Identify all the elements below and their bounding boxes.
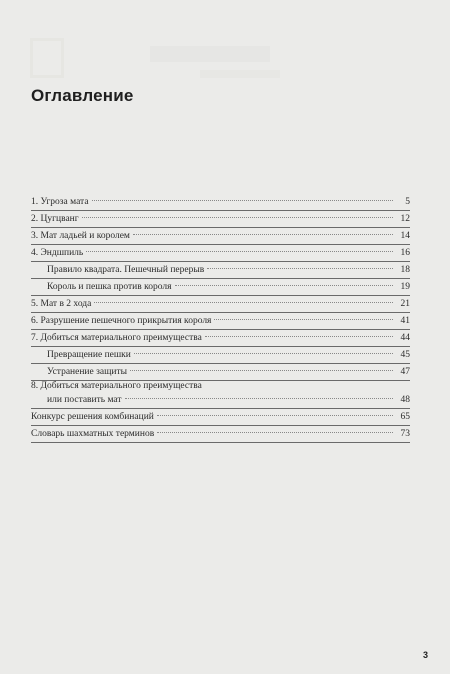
toc-entry-title: Правило квадрата. Пешечный перерыв [47,265,205,275]
dot-leader [82,217,393,218]
toc-entry-title: Превращение пешки [47,350,131,360]
toc-entry-page: 73 [400,429,410,439]
toc-entry [31,228,410,245]
toc-entry-title: 5. Мат в 2 хода [31,299,92,309]
toc-entry-page: 65 [400,412,410,422]
dot-leader [175,285,394,286]
toc-entry [31,330,410,347]
dot-leader [133,234,393,235]
toc-entry-page: 45 [400,350,410,360]
dot-leader [94,302,393,303]
dot-leader [86,251,393,252]
toc-entry-title: 7. Добиться материального преимущества [31,333,202,343]
toc-entry [31,296,410,313]
toc-subentry [31,347,410,364]
toc-entry [31,409,410,426]
toc-subentry [31,364,410,381]
toc-entry-page: 18 [400,265,410,275]
dot-leader [125,398,393,399]
toc-entry-page: 44 [400,333,410,343]
toc-entry-title: 6. Разрушение пешечного прикрытия короля [31,316,212,326]
toc-entry-title: Конкурс решения комбинаций [31,412,154,422]
toc-entry [31,245,410,262]
page-number: 3 [422,650,428,660]
dot-leader [130,370,393,371]
toc-entry-page: 41 [400,316,410,326]
toc-subentry [31,279,410,296]
dot-leader [92,200,393,201]
toc-entry-title-continued: или поставить мат [47,395,122,405]
toc-entry [31,211,410,228]
toc-entry-title: 8. Добиться материального преимущества [31,381,202,391]
toc-entry-page: 19 [400,282,410,292]
toc-entry-page: 16 [400,248,410,258]
table-of-contents [31,194,410,443]
toc-entry-title: Король и пешка против короля [47,282,172,292]
dot-leader [157,432,393,433]
show-through-text [30,28,290,78]
dot-leader [207,268,393,269]
toc-entry-title: 2. Цугцванг [31,214,79,224]
toc-entry [31,426,410,443]
page-title: Оглавление [31,86,134,105]
toc-entry [31,194,410,211]
toc-entry-title: 1. Угроза мата [31,197,89,207]
toc-entry [31,313,410,330]
toc-entry-page: 47 [400,367,410,377]
toc-entry-title: Устранение защиты [47,367,127,377]
toc-entry-page: 21 [400,299,410,309]
dot-leader [134,353,393,354]
toc-entry-page: 48 [400,395,410,405]
toc-entry-title: Словарь шахматных терминов [31,429,155,439]
dot-leader [205,336,393,337]
toc-entry-title: 4. Эндшпиль [31,248,84,258]
dot-leader [157,415,393,416]
toc-entry [31,381,410,409]
toc-entry-page: 5 [405,197,410,207]
toc-subentry [31,262,410,279]
toc-entry-title: 3. Мат ладьей и королем [31,231,130,241]
toc-entry-page: 14 [400,231,410,241]
toc-entry-page: 12 [400,214,410,224]
dot-leader [214,319,393,320]
